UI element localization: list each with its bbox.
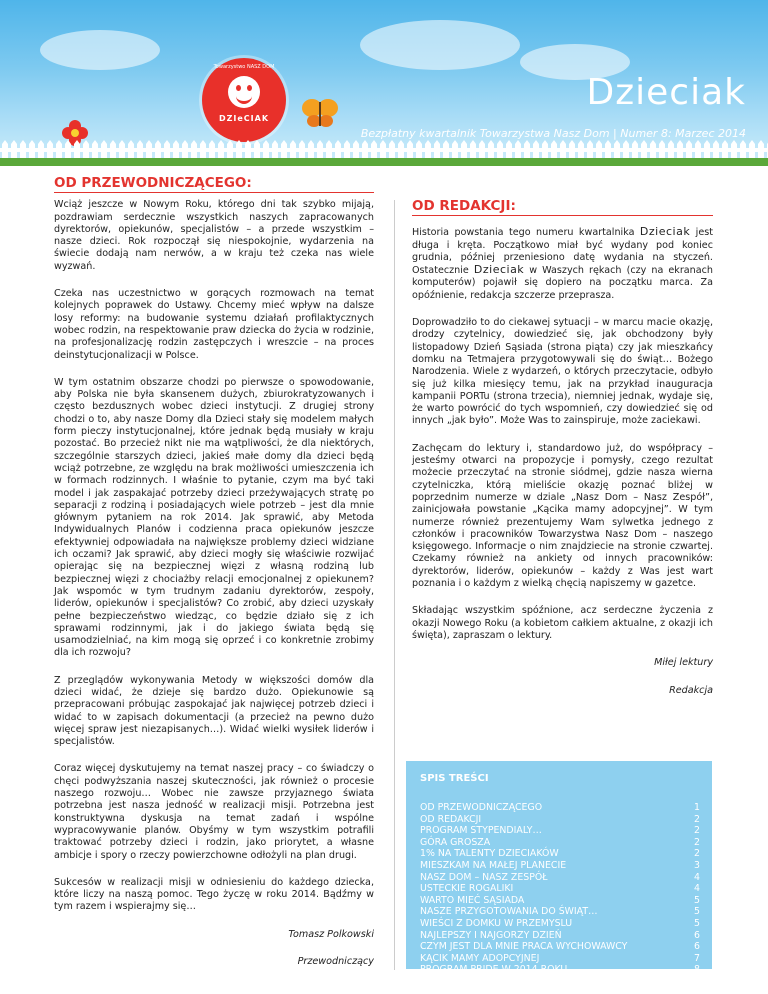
toc-item-page: 2: [694, 848, 700, 860]
toc-item-label: KĄCIK MAMY ADOPCYJNEJ: [420, 952, 540, 964]
toc-item[interactable]: [420, 883, 700, 895]
cloud: [360, 20, 520, 70]
logo-ring-text: Towarzystwo NASZ DOM: [213, 64, 275, 70]
toc-item-label: MIESZKAM NA MAŁEJ PLANECIE: [420, 859, 567, 871]
toc-item-label: GÓRA GROSZA: [420, 836, 491, 848]
logo-text: DZIeCIAK: [218, 114, 270, 123]
paragraph: Z przeglądów wykonywania Metody w większości domów dla dzieci widać, że dzieje się bardzo dużo. Opiekunowie są przepracowani próbując zaspokajać jak najwięcej potrzeb dzieci i widać to w zapisach dokumentacji (a przecież na pewno dużo więcej spraw jest niezapisanych…). Widać wielki wysiłek liderów i specjalistów.: [54, 674, 374, 748]
toc-item-page: 5: [694, 906, 700, 918]
toc-item-page: 7: [694, 952, 700, 964]
toc-item-label: OD REDAKCJI: [420, 813, 482, 825]
toc-item[interactable]: [420, 918, 700, 930]
grass-strip: [0, 158, 768, 166]
paragraph-part: jest długa i kręta. Początkowo miał być wydany pod koniec grudnia, później przeniesiono datę wydania na styczeń. Ostatecznie: [412, 227, 713, 277]
toc-item[interactable]: [420, 825, 700, 837]
newsletter-title: Dzieciak: [586, 72, 746, 113]
toc-item-page: 2: [694, 813, 700, 825]
signature-line: Redakcja: [669, 684, 713, 696]
toc-item-label: WIEŚCI Z DOMKU W PRZEMYSLU: [420, 917, 573, 929]
toc-item[interactable]: [420, 860, 700, 872]
toc-list: [420, 802, 700, 976]
toc-item-page: 1: [694, 802, 700, 813]
toc-item[interactable]: [420, 906, 700, 918]
toc-item[interactable]: [420, 814, 700, 826]
paragraph: [412, 226, 713, 302]
paragraph-part: w Waszych rękach (czy na ekranach komputerów) pojawił się dopiero na początku marca. Za opóźnienie, redakcja szczerze przeprasza.: [412, 265, 713, 301]
toc-item-page: 2: [694, 825, 700, 837]
newsletter-subtitle: Bezpłatny kwartalnik Towarzystwa Nasz Dom | Numer 8: Marzec 2014: [360, 127, 746, 140]
editorial-heading: OD REDAKCJI:: [412, 200, 713, 216]
toc-item-page: 6: [694, 929, 700, 941]
toc-title: SPIS TREŚCI: [420, 773, 489, 784]
editorial-column: [412, 200, 713, 712]
dzieciak-wordmark: Dzieciak: [473, 263, 525, 277]
toc-item-label: CZYM JEST DLA MNIE PRACA WYCHOWAWCY: [420, 941, 628, 953]
toc-item[interactable]: [420, 895, 700, 907]
toc-item-label: WARTO MIEĆ SĄSIADA: [420, 894, 525, 906]
toc-item-page: 3: [694, 859, 700, 871]
toc-item-label: PROGRAM STYPENDIALY…: [420, 825, 542, 837]
toc-item-label: 1% NA TALENTY DZIECIAKÓW: [420, 848, 559, 860]
toc-item-page: 4: [694, 883, 700, 895]
smiley-icon: [228, 76, 260, 108]
toc-item-page: 4: [694, 871, 700, 883]
paragraph: Sukcesów w realizacji misji w odniesieniu do każdego dziecka, które liczy na naszą pomoc. Tego życzę w roku 2014. Bądźmy w tym razem i wspierajmy się…: [54, 876, 374, 913]
logo: [202, 58, 286, 142]
masthead: [0, 0, 768, 166]
toc-item-page: 2: [694, 836, 700, 848]
chairman-column: [54, 177, 374, 983]
dzieciak-wordmark: Dzieciak: [639, 225, 691, 239]
toc-item[interactable]: [420, 802, 700, 814]
toc-item[interactable]: [420, 837, 700, 849]
toc-item[interactable]: [420, 848, 700, 860]
toc-item-page: 6: [694, 941, 700, 953]
paragraph: W tym ostatnim obszarze chodzi po pierwsze o spowodowanie, aby Polska nie była skansenem dużych, zbiurokratyzowanych i często bezdusznych wobec dzieci instytucji. Z drugiej strony chodzi o to, aby nasze Domy dla Dzieci stały się modelem małych form pieczy instytucjonalnej, które jednak będą musiały w kraju pozostać. Bo przecież nikt nie ma wątpliwości, że dla niektórych, szczególnie starszych dzieci, jakieś małe domy dla dzieci będą wciąż potrzebne, ze względu na brak możliwości umieszczenia ich w formach rodzinnych. I właśnie to pytanie, czym ma być taki model i jak zaspakajać potrzeby dzieci przeżywających stratę po separacji z rodziną i posiadających wiele potrzeb – jest dla mnie głównym pytaniem na rok 2014. Jak sprawić, aby Metoda Indywidualnych Planów i codzienna praca opiekunów jeszcze efektywniej odpowiadała na największe problemy dzieci widziane ich oczami? Jak sprawić, aby dzieci mogły się właściwie rozwijać opierając się na bezpiecznej więzi z własną rodziną lub bezpiecznej więzi z chociażby relacji emocjonalnej z opiekunem? Jak wspomóc w tym trudnym zadaniu dyrektorów, zespoły, liderów, opiekunów i specjalistów? Co zrobić, aby dzieci uzyskały pełne bezpieczeństwo wiedząc, co będzie działo się z ich sprawami rodzinnymi, jak i do jakiego świata będą się usamodzielniać, na kim mogą się oprzeć i co konkretnie zrobimy dla ich rozwoju?: [54, 376, 374, 659]
toc-item-page: 5: [694, 917, 700, 929]
paragraph: Coraz więcej dyskutujemy na temat naszej pracy – co świadczy o chęci podwyższania naszej skuteczności, jak również o procesie naszego rozwoju… Wobec nie zawsze przyjaznego świata potrzebna jest nasza jedność w realizacji misji. Potrzebna jest konstruktywna dyskusja na temat zadań i wspólne wypracowywanie planów. Obyśmy w tym wszystkim potrafili traktować potrzeby dzieci i rodzin, jako priorytet, a własne ambicje i spory o rzeczy powierzchowne odłożyli na plan drugi.: [54, 763, 374, 861]
paragraph: Składając wszystkim spóźnione, acz serdeczne życzenia z okazji Nowego Roku (a kobietom całkiem aktualne, z okazji ich święta), zapraszam o lektury.: [412, 605, 713, 641]
signature-role: Przewodniczący: [297, 956, 374, 968]
column-divider: [394, 200, 395, 970]
signature-name: Tomasz Polkowski: [288, 928, 374, 940]
toc-item[interactable]: [420, 872, 700, 884]
cloud: [40, 30, 160, 70]
toc-item-page: 8: [694, 964, 700, 976]
toc-item-label: OD PRZEWODNICZĄCEGO: [420, 802, 543, 813]
butterfly-icon: [300, 96, 340, 130]
paragraph: Czeka nas uczestnictwo w gorących rozmowach na temat kolejnych poprawek do Ustawy. Chcemy mieć wpływ na dalsze losy reformy: na budowanie systemu działań profilaktycznych wobec rodzin, na respektowanie praw dziecka do życia w rodzinie, na profesjonalizację rodzin zastępczych i wreszcie – na proces deinstytucjonalizacji w Polsce.: [54, 288, 374, 361]
paragraph: Zachęcam do lektury i, standardowo już, do współpracy – jesteśmy otwarci na propozycje i pomysły, czego rezultat możecie przeczytać na stronie siódmej, gdzie nasza wierna czytelniczka, którą mieliście okazję poznać bliżej w poprzednim numerze w dziale „Nasz Dom – Nasz Zespół”, zainicjowała powstanie „Kącika mamy adopcyjnej”. W tym numerze również prezentujemy Wam sylwetka jednego z członków i pracowników Towarzystwa Nasz Dom – naszego księgowego. Informacje o nim znajdziecie na stronie czwartej. Czekamy również na ankiety od innych pracowników: dyrektorów, liderów, opiekunów – każdy z Was jest wart poznania i o każdym z wielką chęcią napiszemy w gazetce.: [412, 442, 713, 590]
toc-item-label: USTECKIE ROGALIKI: [420, 883, 514, 895]
toc-item-label: NASZ DOM – NASZ ZESPÓŁ: [420, 871, 548, 883]
toc-item-label: NAJLEPSZY I NAJGORZY DZIEŃ: [420, 929, 562, 941]
toc-item-label: PROGRAM PRIDE W 2014 ROKU: [420, 964, 568, 976]
chairman-heading: OD PRZEWODNICZĄCEGO:: [54, 177, 374, 193]
paragraph-part: Historia powstania tego numeru kwartalnika: [412, 227, 640, 239]
paragraph: Wciąż jeszcze w Nowym Roku, którego dni tak szybko mijają, pozdrawiam serdecznie wszystkich naszych zapracowanych dyrektorów, opiekunów, specjalistów – a przede wszystkim – nasze dzieci. Rok rozpoczął się niespokojnie, wydarzenia na świecie dodają nam nerwów, a w kraju też czeka nas wiele wyzwań.: [54, 199, 374, 272]
paragraph: Doprowadziło to do ciekawej sytuacji – w marcu macie okazję, drodzy czytelnicy, dowiedzieć się, jak obchodzony były listopadowy Dzień Sąsiada (strona piąta) czy jak mieszkańcy domku na Tetmajera przygotowywali się do świąt… Bożego Narodzenia. Wiele z wydarzeń, o których przeczytacie, odbyło się już kilka miesięcy temu, jak na przykład inauguracja kampanii PORTu (strona trzecia), niemniej jednak, wydaje się, że warto powrócić do tych wspomnień, czy dowiedzieć się od innych „jak było”. Może Was to zainspiruje, może zaciekawi.: [412, 317, 713, 427]
signature-line: Miłej lektury: [654, 657, 713, 669]
toc-item[interactable]: [420, 964, 700, 976]
table-of-contents: [406, 761, 712, 976]
toc-item-label: NASZE PRZYGOTOWANIA DO ŚWIĄT…: [420, 906, 598, 918]
toc-item[interactable]: [420, 930, 700, 942]
toc-item[interactable]: [420, 941, 700, 953]
toc-item-page: 5: [694, 894, 700, 906]
toc-item[interactable]: [420, 953, 700, 965]
